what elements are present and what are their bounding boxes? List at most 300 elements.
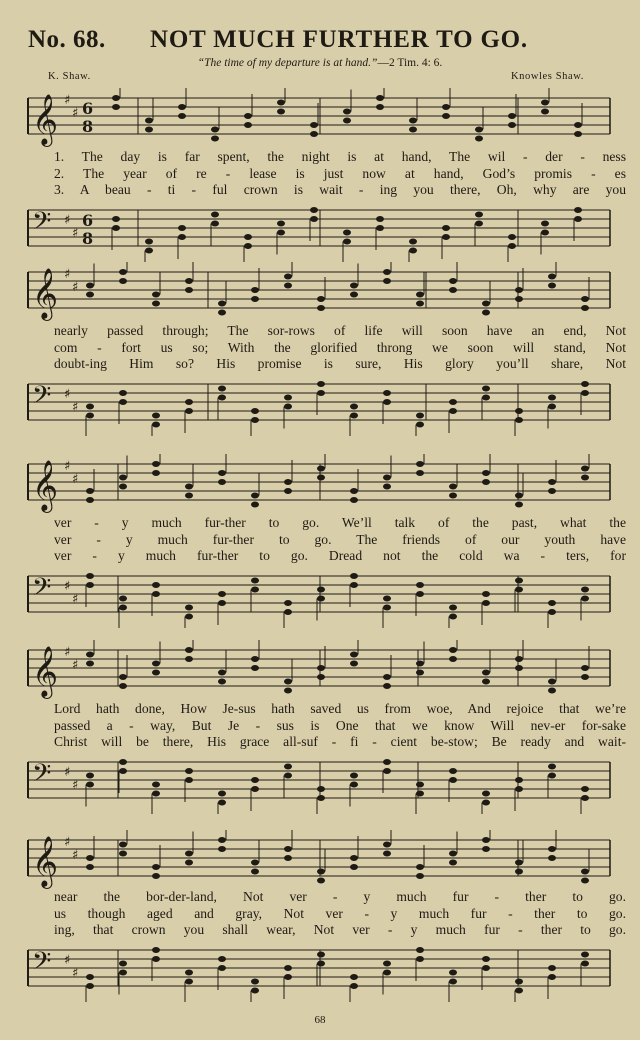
sharp-icon: ♯ — [72, 778, 79, 793]
notehead — [86, 773, 94, 779]
notehead — [284, 609, 292, 615]
notehead — [119, 961, 127, 967]
notehead — [416, 956, 424, 962]
notehead — [86, 497, 94, 503]
notehead — [416, 461, 424, 467]
notehead — [251, 417, 259, 423]
notehead — [508, 234, 516, 240]
notehead — [251, 665, 259, 671]
notehead — [581, 786, 589, 792]
notehead — [178, 104, 186, 110]
page-number: 68 — [314, 1014, 326, 1026]
notehead — [482, 470, 490, 476]
notehead — [185, 614, 193, 620]
notehead — [574, 122, 582, 128]
notehead — [350, 864, 358, 870]
notehead — [86, 283, 94, 289]
notehead — [152, 591, 160, 597]
music-system-4 — [20, 640, 626, 810]
notehead — [482, 600, 490, 606]
notehead — [409, 118, 417, 124]
notehead — [284, 404, 292, 410]
notehead — [343, 118, 351, 124]
treble-staff — [20, 262, 620, 324]
notehead — [218, 479, 226, 485]
notehead — [383, 674, 391, 680]
bass-clef-icon: 𝄢 — [32, 207, 52, 242]
notehead — [383, 475, 391, 481]
notehead — [515, 578, 523, 584]
notehead — [251, 296, 259, 302]
notehead — [152, 470, 160, 476]
notehead — [350, 413, 358, 419]
notehead — [383, 399, 391, 405]
notehead — [317, 786, 325, 792]
notehead — [277, 109, 285, 115]
notehead — [218, 965, 226, 971]
notehead — [383, 851, 391, 857]
notehead — [515, 417, 523, 423]
notehead — [376, 216, 384, 222]
notehead — [449, 979, 457, 985]
notehead — [218, 956, 226, 962]
notehead — [145, 248, 153, 254]
notehead — [515, 296, 523, 302]
treble-clef-icon: 𝄞 — [32, 646, 59, 697]
notehead — [185, 860, 193, 866]
notehead — [152, 947, 160, 953]
notehead — [383, 683, 391, 689]
treble-clef-icon: 𝄞 — [32, 268, 59, 319]
notehead — [119, 683, 127, 689]
notehead — [515, 979, 523, 985]
lyric-verse-1: near the bor-der-land, Not ver - y much fur - ther to go. — [54, 889, 626, 904]
notehead — [86, 582, 94, 588]
notehead — [548, 846, 556, 852]
lyric-verse-2: us though aged and gray, Not ver - y much fur - ther to go. — [54, 905, 626, 921]
sharp-icon: ♯ — [64, 213, 71, 228]
notehead — [86, 855, 94, 861]
notehead — [112, 95, 120, 101]
notehead — [119, 484, 127, 490]
music-system-2 — [20, 262, 626, 432]
notehead — [515, 869, 523, 875]
notehead — [548, 600, 556, 606]
lyrics-block — [54, 323, 626, 373]
sharp-icon: ♯ — [72, 658, 79, 673]
notehead — [86, 782, 94, 788]
notehead — [350, 983, 358, 989]
bass-clef-icon: 𝄢 — [32, 759, 52, 794]
notehead — [548, 488, 556, 494]
notehead — [416, 301, 424, 307]
notehead — [310, 207, 318, 213]
notehead — [152, 422, 160, 428]
music-system-1 — [20, 88, 626, 258]
notehead — [317, 296, 325, 302]
notehead — [482, 846, 490, 852]
notehead — [317, 305, 325, 311]
notehead — [185, 493, 193, 499]
notehead — [145, 118, 153, 124]
notehead — [442, 225, 450, 231]
notehead — [581, 952, 589, 958]
notehead — [350, 292, 358, 298]
sharp-icon: ♯ — [72, 592, 79, 607]
notehead — [317, 466, 325, 472]
notehead — [152, 461, 160, 467]
notehead — [383, 759, 391, 765]
notehead — [284, 488, 292, 494]
notehead — [152, 582, 160, 588]
notehead — [442, 104, 450, 110]
notehead — [284, 965, 292, 971]
notehead — [416, 413, 424, 419]
notehead — [86, 983, 94, 989]
lyrics-block — [54, 149, 626, 199]
music-system-3 — [20, 454, 626, 624]
notehead — [475, 221, 483, 227]
notehead — [112, 104, 120, 110]
notehead — [317, 475, 325, 481]
treble-staff — [20, 830, 620, 892]
notehead — [310, 216, 318, 222]
words-credit: K. Shaw. — [48, 71, 91, 82]
treble-clef-icon: 𝄞 — [32, 460, 59, 511]
bass-clef-icon: 𝄢 — [32, 573, 52, 608]
bass-clef-icon: 𝄢 — [32, 947, 52, 982]
notehead — [152, 956, 160, 962]
notehead — [515, 860, 523, 866]
time-signature-bottom: 8 — [82, 229, 94, 248]
notehead — [508, 122, 516, 128]
notehead — [515, 287, 523, 293]
lyric-verse-1: ver - y much fur-ther to go. We’ll talk of the past, what the — [54, 515, 626, 530]
notehead — [350, 488, 358, 494]
notehead — [383, 596, 391, 602]
notehead — [515, 656, 523, 662]
notehead — [416, 670, 424, 676]
notehead — [251, 287, 259, 293]
notehead — [284, 773, 292, 779]
notehead — [482, 791, 490, 797]
notehead — [416, 947, 424, 953]
notehead — [86, 652, 94, 658]
epigraph-reference: —2 Tim. 4: 6. — [377, 57, 443, 69]
lyric-verse-1: 1. The day is far spent, the night is at hand, The wil - der - ness — [54, 149, 626, 164]
notehead — [449, 647, 457, 653]
notehead — [119, 851, 127, 857]
notehead — [574, 207, 582, 213]
lyric-verse-2: ver - y much fur-ther to go. The friends of our youth have — [54, 531, 626, 547]
notehead — [317, 665, 325, 671]
notehead — [86, 292, 94, 298]
notehead — [185, 408, 193, 414]
notehead — [581, 878, 589, 884]
notehead — [185, 777, 193, 783]
notehead — [383, 484, 391, 490]
notehead — [383, 390, 391, 396]
lyric-verse-3: 3. A beau - ti - ful crown is wait - ing you there, Oh, why are you — [54, 182, 626, 197]
notehead — [218, 386, 226, 392]
time-signature-top: 6 — [82, 211, 94, 230]
notehead — [482, 591, 490, 597]
notehead — [383, 768, 391, 774]
notehead — [317, 795, 325, 801]
notehead — [185, 970, 193, 976]
notehead — [449, 656, 457, 662]
notehead — [416, 791, 424, 797]
notehead — [185, 851, 193, 857]
sharp-icon: ♯ — [64, 459, 71, 474]
notehead — [152, 413, 160, 419]
notehead — [574, 216, 582, 222]
notehead — [145, 127, 153, 133]
notehead — [152, 292, 160, 298]
notehead — [251, 656, 259, 662]
notehead — [185, 484, 193, 490]
notehead — [416, 422, 424, 428]
notehead — [119, 269, 127, 275]
bass-staff — [20, 940, 620, 1002]
lyric-verse-2: 2. The year of re - lease is just now at hand, God’s promis - es — [54, 165, 626, 181]
notehead — [86, 488, 94, 494]
notehead — [244, 234, 252, 240]
notehead — [508, 113, 516, 119]
lyric-verse-2: com - fort us so; With the glorified throng we soon will stand, Not — [54, 339, 626, 355]
notehead — [218, 591, 226, 597]
notehead — [482, 301, 490, 307]
notehead — [350, 283, 358, 289]
notehead — [284, 479, 292, 485]
bass-clef-icon: 𝄢 — [32, 381, 52, 416]
notehead — [581, 869, 589, 875]
notehead — [218, 800, 226, 806]
notehead — [119, 768, 127, 774]
notehead — [581, 961, 589, 967]
notehead — [449, 605, 457, 611]
notehead — [218, 670, 226, 676]
notehead — [218, 846, 226, 852]
notehead — [581, 466, 589, 472]
notehead — [119, 674, 127, 680]
notehead — [218, 310, 226, 316]
notehead — [310, 122, 318, 128]
notehead — [449, 851, 457, 857]
notehead — [449, 408, 457, 414]
notehead — [581, 665, 589, 671]
notehead — [548, 395, 556, 401]
notehead — [119, 842, 127, 848]
notehead — [416, 582, 424, 588]
time-signature-top: 6 — [82, 99, 94, 118]
sharp-icon: ♯ — [72, 106, 79, 121]
notehead — [119, 605, 127, 611]
notehead — [515, 786, 523, 792]
notehead — [449, 484, 457, 490]
notehead — [119, 970, 127, 976]
notehead — [383, 970, 391, 976]
notehead — [482, 386, 490, 392]
notehead — [515, 777, 523, 783]
notehead — [284, 395, 292, 401]
notehead — [482, 679, 490, 685]
notehead — [541, 221, 549, 227]
notehead — [185, 647, 193, 653]
notehead — [251, 979, 259, 985]
notehead — [574, 131, 582, 137]
notehead — [515, 665, 523, 671]
notehead — [548, 283, 556, 289]
notehead — [581, 381, 589, 387]
notehead — [178, 113, 186, 119]
notehead — [548, 773, 556, 779]
sharp-icon: ♯ — [72, 280, 79, 295]
notehead — [244, 243, 252, 249]
lyric-verse-1: Lord hath done, How Je-sus hath saved us from woe, And rejoice that we’re — [54, 701, 626, 716]
notehead — [310, 131, 318, 137]
notehead — [416, 661, 424, 667]
treble-staff — [20, 454, 620, 516]
notehead — [548, 404, 556, 410]
notehead — [218, 679, 226, 685]
notehead — [244, 122, 252, 128]
notehead — [152, 661, 160, 667]
hymn-title: NOT MUCH FURTHER TO GO. — [150, 26, 528, 53]
notehead — [284, 855, 292, 861]
sharp-icon: ♯ — [64, 645, 71, 660]
notehead — [515, 502, 523, 508]
notehead — [277, 221, 285, 227]
notehead — [145, 239, 153, 245]
music-system-5 — [20, 830, 626, 1006]
sharp-icon: ♯ — [64, 579, 71, 594]
notehead — [449, 614, 457, 620]
notehead — [350, 497, 358, 503]
bass-staff — [20, 200, 620, 262]
notehead — [317, 878, 325, 884]
notehead — [383, 842, 391, 848]
notehead — [284, 274, 292, 280]
lyrics-block — [54, 889, 626, 939]
notehead — [211, 212, 219, 218]
sharp-icon: ♯ — [72, 400, 79, 415]
notehead — [482, 479, 490, 485]
notehead — [86, 864, 94, 870]
notehead — [317, 952, 325, 958]
notehead — [119, 596, 127, 602]
notehead — [185, 656, 193, 662]
lyric-verse-3: doubt-ing Him so? His promise is sure, His glory you’ll share, Not — [54, 356, 626, 371]
notehead — [548, 479, 556, 485]
notehead — [350, 652, 358, 658]
treble-staff — [20, 88, 620, 150]
treble-clef-icon: 𝄞 — [32, 94, 59, 145]
notehead — [581, 305, 589, 311]
sharp-icon: ♯ — [64, 835, 71, 850]
notehead — [581, 587, 589, 593]
notehead — [475, 127, 483, 133]
notehead — [152, 791, 160, 797]
notehead — [343, 109, 351, 115]
notehead — [548, 965, 556, 971]
notehead — [416, 292, 424, 298]
notehead — [119, 399, 127, 405]
notehead — [185, 399, 193, 405]
notehead — [581, 296, 589, 302]
notehead — [409, 248, 417, 254]
notehead — [350, 404, 358, 410]
notehead — [449, 493, 457, 499]
notehead — [178, 234, 186, 240]
notehead — [119, 475, 127, 481]
notehead — [515, 493, 523, 499]
notehead — [350, 855, 358, 861]
notehead — [185, 768, 193, 774]
time-signature-bottom: 8 — [82, 117, 94, 136]
notehead — [277, 100, 285, 106]
notehead — [541, 100, 549, 106]
notehead — [449, 399, 457, 405]
notehead — [119, 278, 127, 284]
notehead — [251, 869, 259, 875]
notehead — [376, 104, 384, 110]
notehead — [581, 795, 589, 801]
sharp-icon: ♯ — [64, 93, 71, 108]
sharp-icon: ♯ — [64, 267, 71, 282]
sharp-icon: ♯ — [72, 966, 79, 981]
notehead — [442, 234, 450, 240]
notehead — [416, 782, 424, 788]
notehead — [449, 777, 457, 783]
notehead — [350, 582, 358, 588]
notehead — [284, 846, 292, 852]
lyric-verse-3: ver - y much fur-ther to go. Dread not the cold wa - ters, for — [54, 548, 626, 563]
notehead — [185, 979, 193, 985]
notehead — [251, 502, 259, 508]
notehead — [86, 974, 94, 980]
treble-staff — [20, 640, 620, 702]
notehead — [515, 988, 523, 994]
notehead — [449, 970, 457, 976]
notehead — [350, 773, 358, 779]
notehead — [251, 988, 259, 994]
notehead — [152, 301, 160, 307]
notehead — [343, 239, 351, 245]
notehead — [218, 395, 226, 401]
notehead — [383, 278, 391, 284]
notehead — [475, 136, 483, 142]
notehead — [548, 764, 556, 770]
notehead — [284, 600, 292, 606]
notehead — [152, 782, 160, 788]
bass-staff — [20, 374, 620, 436]
notehead — [442, 113, 450, 119]
notehead — [508, 243, 516, 249]
notehead — [548, 679, 556, 685]
notehead — [416, 591, 424, 597]
notehead — [383, 269, 391, 275]
notehead — [284, 688, 292, 694]
notehead — [383, 961, 391, 967]
notehead — [119, 390, 127, 396]
notehead — [449, 768, 457, 774]
notehead — [86, 661, 94, 667]
notehead — [251, 578, 259, 584]
notehead — [376, 95, 384, 101]
notehead — [581, 674, 589, 680]
notehead — [482, 395, 490, 401]
